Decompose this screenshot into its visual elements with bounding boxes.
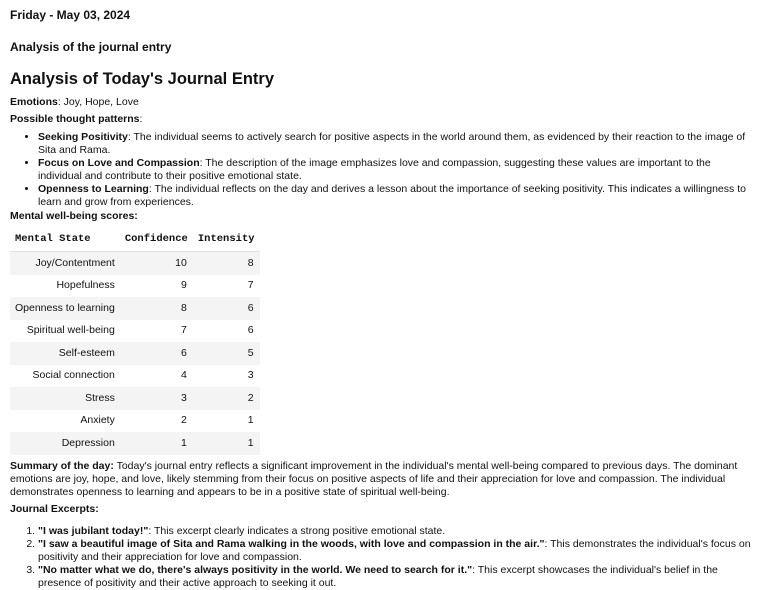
- list-item: [38, 564, 756, 590]
- journal-excerpts-list: [10, 525, 756, 590]
- summary-text: Today's journal entry reflects a significant improvement in the individual's mental well-being compared to previous days. The dominant emotions are joy, hope, and love, likely stemming from their focus on positive aspects of life and their appreciation for love and compassion. The individual demonstrates openness to learning and appears to be in a positive state of spiritual well-being.: [10, 459, 738, 498]
- pattern-term: Seeking Positivity: [38, 131, 128, 143]
- pattern-term: Openness to Learning: [38, 183, 149, 195]
- cell-mental-state: Openness to learning: [10, 297, 120, 320]
- column-header-mental-state: Mental State: [10, 227, 120, 252]
- cell-mental-state: Joy/Contentment: [10, 252, 120, 275]
- excerpts-heading-line: [10, 503, 756, 516]
- patterns-heading-line: [10, 113, 756, 126]
- patterns-heading: Possible thought patterns: [10, 113, 140, 125]
- cell-confidence: 10: [120, 252, 193, 275]
- table-row: [10, 320, 260, 343]
- emotions-line: [10, 96, 756, 109]
- table-row: [10, 387, 260, 410]
- table-row: [10, 365, 260, 388]
- cell-confidence: 2: [181, 414, 187, 427]
- cell-intensity: 7: [247, 279, 254, 292]
- cell-confidence: 3: [120, 387, 193, 410]
- excerpt-text: : This demonstrates the individual's focus on positivity and their appreciation for love and compassion.: [38, 537, 751, 563]
- excerpts-heading: Journal Excerpts:: [10, 502, 99, 515]
- table-row: [10, 252, 260, 275]
- cell-confidence: 9: [181, 279, 187, 292]
- cell-intensity: 6: [247, 324, 254, 337]
- cell-confidence: 4: [181, 369, 187, 382]
- entry-date: Friday - May 03, 2024: [10, 8, 131, 22]
- excerpt-text: : This excerpt clearly indicates a strong positive emotional state.: [148, 524, 446, 537]
- cell-confidence: 7: [181, 324, 187, 337]
- cell-intensity: 3: [247, 369, 254, 382]
- emotions-label: Emotions: [10, 96, 58, 108]
- scores-heading: Mental well-being scores:: [10, 210, 138, 222]
- excerpt-quote: "I saw a beautiful image of Sita and Rama walking in the woods, with love and compassion in the air.": [38, 537, 545, 550]
- list-item: [38, 183, 756, 209]
- table-row: [10, 432, 260, 455]
- list-item: [38, 525, 756, 538]
- excerpt-quote: "No matter what we do, there's always positivity in the world. We need to search for it.": [38, 563, 473, 576]
- cell-mental-state: Social connection: [32, 369, 115, 382]
- cell-confidence: 1: [120, 432, 193, 455]
- pattern-term: Focus on Love and Compassion: [38, 157, 200, 169]
- column-header-intensity: Intensity: [193, 227, 260, 252]
- cell-confidence: 8: [120, 297, 193, 320]
- excerpt-quote: "I was jubilant today!": [38, 524, 149, 537]
- patterns-heading-suffix: :: [139, 113, 143, 125]
- table-row: [10, 275, 260, 298]
- emotions-value: : Joy, Hope, Love: [57, 96, 139, 108]
- thought-patterns-list: [10, 131, 756, 209]
- cell-mental-state: Stress: [10, 387, 120, 410]
- table-row: [10, 342, 260, 365]
- cell-intensity: 8: [193, 252, 260, 275]
- excerpt-text: : This excerpt showcases the individual's belief in the presence of positivity and their active approach to seeking it out.: [38, 563, 718, 589]
- pattern-text: : The description of the image emphasizes love and compassion, suggesting these values are important to the individual and contribute to their positive emotional state.: [38, 157, 711, 182]
- column-header-confidence: Confidence: [120, 227, 193, 252]
- page-title: Analysis of Today's Journal Entry: [10, 70, 275, 88]
- cell-mental-state: Spiritual well-being: [26, 324, 115, 337]
- section-subtitle: Analysis of the journal entry: [10, 40, 172, 54]
- table-row: [10, 297, 260, 320]
- cell-intensity: 5: [193, 342, 260, 365]
- cell-intensity: 1: [247, 414, 254, 427]
- cell-mental-state: Depression: [10, 432, 120, 455]
- cell-mental-state: Anxiety: [80, 414, 115, 427]
- cell-mental-state: Self-esteem: [10, 342, 120, 365]
- list-item: [38, 157, 756, 183]
- list-item: [38, 131, 756, 157]
- summary-label: Summary of the day:: [10, 459, 114, 472]
- table-header-row: [10, 227, 260, 252]
- cell-intensity: 2: [193, 387, 260, 410]
- cell-mental-state: Hopefulness: [56, 279, 115, 292]
- pattern-text: : The individual reflects on the day and derives a lesson about the importance of seeking positivity. This indicates a willingness to learn and grow from experiences.: [38, 183, 746, 208]
- cell-intensity: 6: [193, 297, 260, 320]
- list-item: [38, 538, 756, 564]
- pattern-text: : The individual seems to actively search for positive aspects in the world around them, as evidenced by their reaction to the image of Sita and Rama.: [38, 131, 746, 156]
- scores-heading-line: [10, 210, 756, 223]
- cell-intensity: 1: [193, 432, 260, 455]
- wellbeing-scores-table: [10, 227, 260, 455]
- cell-confidence: 6: [120, 342, 193, 365]
- summary-paragraph: [10, 460, 756, 499]
- table-row: [10, 410, 260, 433]
